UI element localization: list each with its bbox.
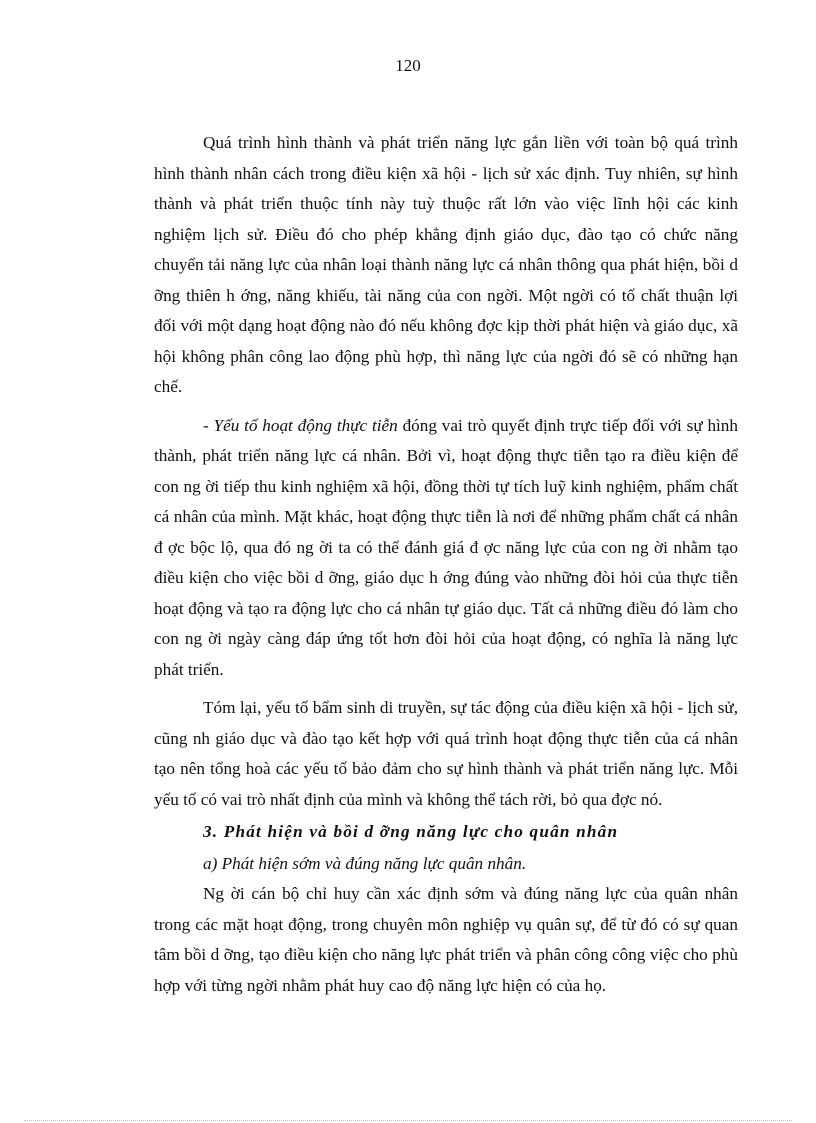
paragraph-commander-role: Ng ời cán bộ chỉ huy cần xác định sớm và đúng năng lực của quân nhân trong các mặt hoạt động, trong chuyên môn nghiệp vụ quân sự, để từ đó có sự quan tâm bồi d ỡng, tạo điều kiện cho năng lực phát triển và phân công công việc cho phù hợp với từng ngời nhằm phát huy cao độ năng lực hiện có của họ. (154, 884, 738, 995)
paragraph-capacity-formation: Quá trình hình thành và phát triển năng lực gắn liền với toàn bộ quá trình hình thành nhân cách trong điều kiện xã hội - lịch sử xác định. Tuy nhiên, sự hình thành và phát triển thuộc tính này tuỳ thuộc rất lớn vào việc lĩnh hội các kinh nghiệm lịch sử. Điều đó cho phép khẳng định giáo dục, đào tạo có chức năng chuyển tải năng lực của nhân loại thành năng lực cá nhân thông qua phát hiện, bồi d ỡng thiên h ớng, năng khiếu, tài năng của con ngời. Một ngời có tố chất thuận lợi đối với một dạng hoạt động nào đó nếu không đợc kịp thời phát hiện và giáo dục, xã hội không phân công lao động phù hợp, thì năng lực của ngời đó sẽ có những hạn chế. (154, 133, 738, 396)
section-heading: 3. Phát hiện và bồi d ỡng năng lực cho quân nhân (203, 822, 619, 841)
practical-activity-lead: - Yếu tố hoạt động thực tiễn (203, 415, 398, 435)
practical-activity-text: đóng vai trò quyết định trực tiếp đối với sự hình thành, phát triển năng lực cá nhân. Bởi vì, hoạt động thực tiễn tạo ra điều kiện để con ng ời tiếp thu kinh nghiệm xã hội, đồng thời tự tích luỹ kinh nghiệm, phẩm chất cá nhân của mình. Mặt khác, hoạt động thực tiễn là nơi để những phẩm chất cá nhân đ ợc bộc lộ, qua đó ng ời ta có thể đánh giá đ ợc năng lực của con ng ời nhằm tạo điều kiện cho việc bồi d ỡng, giáo dục h ớng đúng vào những đòi hỏi của thực tiễn hoạt động và tạo ra động lực cho cá nhân tự giáo dục. Tất cả những điều đó làm cho con ng ời ngày càng đáp ứng tốt hơn đòi hỏi của hoạt động, có nghĩa là năng lực phát triển. (154, 415, 738, 679)
document-body (154, 128, 738, 1009)
page-number: 120 (395, 56, 421, 75)
footer-divider (24, 1120, 792, 1121)
paragraph-summary: Tóm lại, yếu tố bẩm sinh di truyền, sự tác động của điều kiện xã hội - lịch sử, cũng nh giáo dục và đào tạo kết hợp với quá trình hoạt động thực tiễn của cá nhân tạo nên tổng hoà các yếu tố bảo đảm cho sự hình thành và phát triển năng lực. Mỗi yếu tố có vai trò nhất định của mình và không thể tách rời, bỏ qua đợc nó. (154, 698, 738, 809)
sub-heading: a) Phát hiện sớm và đúng năng lực quân nhân. (203, 854, 527, 873)
paragraph-practical-activity (154, 411, 738, 686)
